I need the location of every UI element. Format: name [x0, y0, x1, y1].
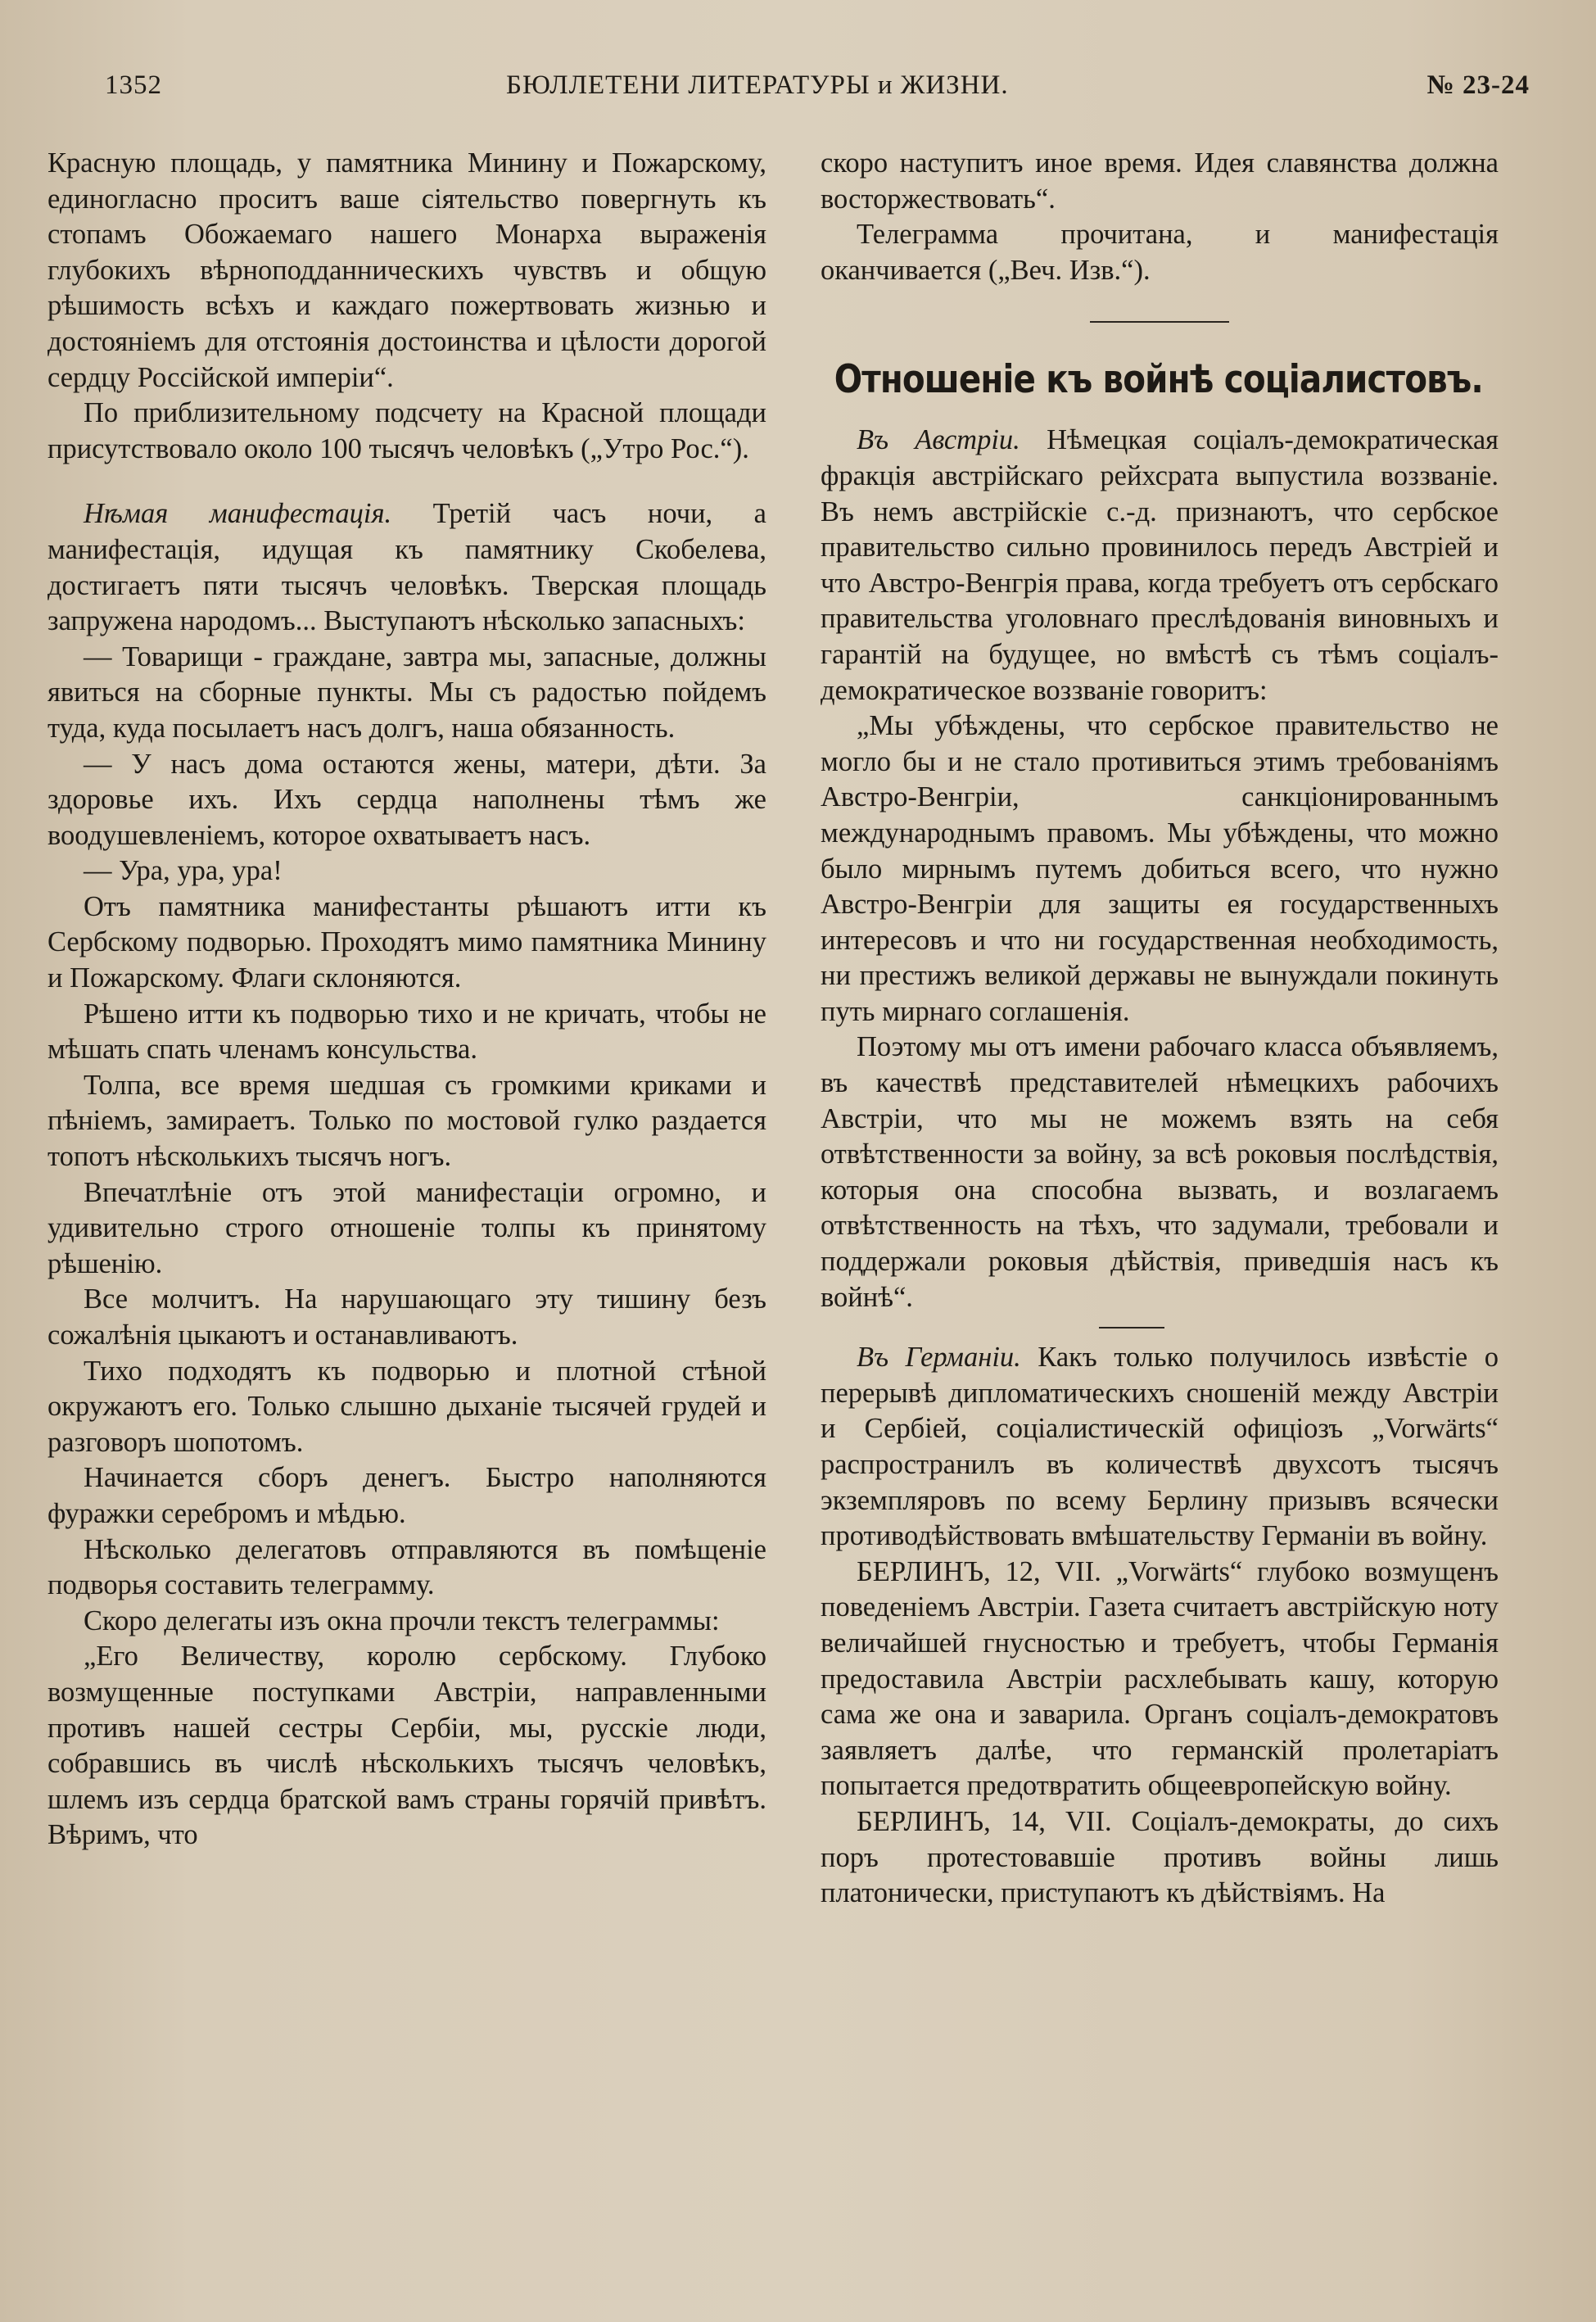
journal-title: БЮЛЛЕТЕНИ ЛИТЕРАТУРЫ и ЖИЗНИ. [506, 70, 1009, 100]
paragraph: БЕРЛИНЪ, 12, VII. „Vorwärts“ глубоко возмущенъ поведеніемъ Австріи. Газета считаетъ австрійскую ноту величайшей гнусностью и требуетъ, чтобы Германія предоставила Австріи расхлебывать кашу, которую сама же она и заварила. Органъ соціалъ-демократовъ заявляетъ далѣе, что германскій пролетаріатъ попытается предотвратить общеевропейскую войну. [821, 1555, 1499, 1802]
issue-number: № 23-24 [1426, 70, 1530, 100]
paragraph: — Товарищи - граждане, завтра мы, запасные, должны явиться на сборные пункты. Мы съ радостью пойдемъ туда, куда посылаетъ насъ долгъ, наша обязанность. [47, 640, 766, 744]
paragraph: По приблизительному подсчету на Красной площади присутствовало около 100 тысячъ человѣкъ („Утро Рос.“). [47, 397, 766, 464]
paragraph: — У насъ дома остаются жены, матери, дѣти. За здоровье ихъ. Ихъ сердца наполнены тѣмъ же воодушевленіемъ, которое охватываетъ насъ. [47, 748, 766, 851]
paragraph: Телеграмма прочитана, и манифестація оканчивается („Веч. Изв.“). [821, 219, 1499, 286]
paragraph: Отъ памятника манифестанты рѣшаютъ итти къ Сербскому подворью. Проходятъ мимо памятника Минину и Пожарскому. Флаги склоняются. [47, 890, 766, 994]
paragraph: Все молчитъ. На нарушающаго эту тишину безъ сожалѣнія цыкаютъ и останавливаютъ. [47, 1283, 766, 1351]
paragraph: БЕРЛИНЪ, 14, VII. Соціалъ-демократы, до сихъ поръ протестовавшіе противъ войны лишь платонически, приступаютъ къ дѣйствіямъ. На [821, 1805, 1499, 1909]
paragraph: Въ Австріи. Нѣмецкая соціалъ-демократическая фракція австрійскаго рейхсрата выпустила воззваніе. Въ немъ австрійскіе с.-д. признаютъ, что сербское правительство сильно провинилось передъ Австріей и что Австро-Венгрія права, когда требуетъ отъ сербскаго правительства уголовнаго преслѣдованія виновныхъ и гарантій на будущее, но вмѣстѣ съ тѣмъ соціалъ-демократическое воззваніе говоритъ: [821, 424, 1499, 706]
paragraph: „Его Величеству, королю сербскому. Глубоко возмущенные поступками Австріи, направленными противъ нашей сестры Сербіи, мы, русскіе люди, собравшись въ числѣ нѣсколькихъ тысячъ человѣкъ, шлемъ изъ сердца братской вамъ страны горячій привѣтъ. Вѣримъ, что [47, 1641, 766, 1851]
page-number: 1352 [105, 70, 162, 100]
paragraph: Нѣсколько делегатовъ отправляются въ помѣщеніе подворья составить телеграмму. [47, 1533, 766, 1601]
section-heading-mute-manifestation: Нѣмая манифестація. [84, 498, 392, 530]
article-headline: Отношеніе къ войнѣ соціалистовъ. [834, 357, 1483, 403]
paragraph: Впечатлѣніе отъ этой манифестаціи огромно, и удивительно строго отношеніе толпы къ принятому рѣшенію. [47, 1176, 766, 1279]
paragraph: Въ Германіи. Какъ только получилось извѣстіе о перерывѣ дипломатическихъ сношеній между Австріи и Сербіей, соціалистическій офиціозъ „Vorwärts“ распространилъ въ количествѣ двухсотъ тысячъ экземпляровъ по всему Берлину призывъ всячески противодѣйствовать вмѣшательству Германіи въ войну. [821, 1342, 1499, 1552]
paragraph: Начинается сборъ денегъ. Быстро наполняются фуражки серебромъ и мѣдью. [47, 1462, 766, 1529]
section-heading-germany: Въ Германіи. [857, 1342, 1021, 1374]
running-header [105, 70, 1530, 120]
paragraph: Толпа, все время шедшая съ громкими криками и пѣніемъ, замираетъ. Только по мостовой гулко раздается топотъ нѣсколькихъ тысячъ ногъ. [47, 1069, 766, 1173]
section-divider [1090, 321, 1229, 323]
paragraph: Скоро делегаты изъ окна прочли текстъ телеграммы: [84, 1605, 720, 1636]
section-divider [1099, 1327, 1164, 1328]
right-column [821, 146, 1499, 1912]
paragraph: Красную площадь, у памятника Минину и Пожарскому, единогласно проситъ ваше сіятельство повергнуть къ стопамъ Обожаемаго нашего Монарха выраженія глубокихъ вѣрноподданническихъ чувствъ и общую рѣшимость всѣхъ и каждаго пожертвовать жизнью и достояніемъ для отстоянія достоинства и цѣлости дорогой сердцу Россійской имперіи“. [47, 147, 766, 393]
paragraph: Тихо подходятъ къ подворью и плотной стѣной окружаютъ его. Только слышно дыханіе тысячей грудей и разговоръ шопотомъ. [47, 1355, 766, 1458]
paragraph: — Ура, ура, ура! [84, 855, 283, 887]
left-column [47, 146, 766, 1854]
paragraph: „Мы убѣждены, что сербское правительство не могло бы и не стало противиться этимъ требованіямъ Австро-Венгріи, санкціонированнымъ международнымъ правомъ. Мы убѣждены, что можно было мирнымъ путемъ добиться всего, что нужно Австро-Венгріи для защиты ея государственныхъ интересовъ и что ни государственная необходимость, ни престижъ великой державы не вынуждали покинуть путь мирнаго соглашенія. [821, 710, 1499, 1027]
paragraph: Рѣшено итти къ подворью тихо и не кричать, чтобы не мѣшать спать членамъ консульства. [47, 998, 766, 1066]
section-heading-austria: Въ Австріи. [857, 424, 1020, 456]
paragraph: Нѣмая манифестація. Третій часъ ночи, а манифестація, идущая къ памятнику Скобелева, достигаетъ пяти тысячъ человѣкъ. Тверская площадь запружена народомъ... Выступаютъ нѣсколько запасныхъ: [47, 498, 766, 637]
paragraph: скоро наступитъ иное время. Идея славянства должна восторжествовать“. [821, 147, 1499, 215]
paragraph: Поэтому мы отъ имени рабочаго класса объявляемъ, въ качествѣ представителей нѣмецкихъ рабочихъ Австріи, что мы не можемъ взять на себя отвѣтственности за войну, за всѣ роковыя послѣдствія, которыя она способна вызвать, и возлагаемъ отвѣтственность на тѣхъ, что задумали, требовали и поддержали роковыя дѣйствія, приведшія насъ къ войнѣ“. [821, 1031, 1499, 1313]
